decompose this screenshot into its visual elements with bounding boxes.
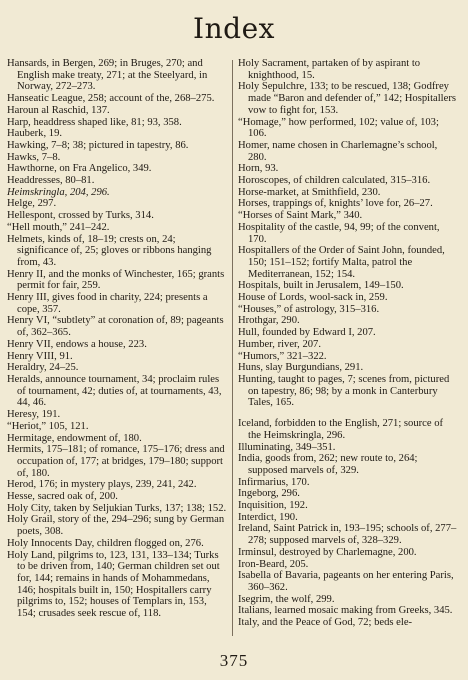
index-entry: Helmets, kinds of, 18–19; crests on, 24; significance of, 25; gloves or ribbons hanging from, 43. bbox=[7, 233, 212, 268]
index-entry: “Hell mouth,” 241–242. bbox=[7, 221, 110, 233]
index-entry: Irminsul, destroyed by Charlemagne, 200. bbox=[238, 546, 417, 558]
index-entry: Hermits, 175–181; of romance, 175–176; dress and occupation of, 177; at bridges, 179–180; support of, 180. bbox=[7, 444, 225, 479]
index-entry: Hawking, 7–8; 38; pictured in tapestry, 86. bbox=[7, 139, 189, 151]
index-entry: Horoscopes, of children calculated, 315–316. bbox=[238, 175, 431, 187]
index-entry: Ireland, Saint Patrick in, 193–195; schools of, 277–278; supposed marvels of, 328–329. bbox=[238, 523, 457, 547]
index-entry: House of Lords, wool-sack in, 259. bbox=[238, 292, 388, 304]
index-entry: Huns, slay Burgundians, 291. bbox=[238, 362, 364, 374]
index-entry: Hull, founded by Edward I, 207. bbox=[238, 327, 376, 339]
index-entry: Headdresses, 80–81. bbox=[7, 175, 95, 187]
index-entry: Heralds, announce tournament, 34; proclaim rules of tournament, 42; duties of, at tournaments, 43, 44, 46. bbox=[7, 373, 222, 409]
index-entry: Italians, learned mosaic making from Greeks, 345. bbox=[238, 605, 453, 617]
index-entry: Hunting, taught to pages, 7; scenes from, pictured on tapestry, 86; 98; by a monk in Canterbury Tales, 165. bbox=[238, 373, 450, 409]
index-entry: Heimskringla, 204, 296. bbox=[7, 186, 110, 198]
index-entry: Henry II, and the monks of Winchester, 165; grants permit for fair, 259. bbox=[7, 268, 225, 292]
index-entry: Henry VI, “subtlety” at coronation of, 89; pageants of, 362–365. bbox=[7, 315, 224, 339]
page-number: 375 bbox=[219, 651, 249, 670]
index-entry: Holy Innocents Day, children flogged on, 276. bbox=[7, 537, 204, 549]
column-divider bbox=[232, 60, 233, 636]
index-entry: Heresy, 191. bbox=[7, 409, 61, 421]
index-entry: Henry VIII, 91. bbox=[7, 350, 73, 362]
index-entry: Humber, river, 207. bbox=[238, 338, 321, 350]
index-entry: Holy City, taken by Seljukian Turks, 137; 138; 152. bbox=[7, 502, 227, 514]
index-entry: Interdict, 190. bbox=[238, 511, 298, 523]
index-entry: Italy, and the Peace of God, 72; beds ele- bbox=[238, 617, 413, 629]
index-entry: Infirmarius, 170. bbox=[238, 476, 310, 488]
index-entry: Heraldry, 24–25. bbox=[7, 362, 79, 374]
index-entry: Hawks, 7–8. bbox=[7, 151, 61, 163]
index-entry: Horse-market, at Smithfield, 230. bbox=[238, 186, 381, 198]
index-entry: Horn, 93. bbox=[238, 163, 279, 175]
index-entry: Hawthorne, on Fra Angelico, 349. bbox=[7, 163, 152, 175]
index-entry: Inquisition, 192. bbox=[238, 500, 308, 512]
index-entry: Hospitals, built in Jerusalem, 149–150. bbox=[238, 280, 404, 292]
index-entry: Helge, 297. bbox=[7, 198, 57, 210]
index-entry: Holy Sepulchre, 133; to be rescued, 138; Godfrey made “Baron and defender of,” 142; Hospitallers vow to fight for, 153. bbox=[238, 81, 456, 116]
index-entry: Hrothgar, 290. bbox=[238, 315, 300, 327]
index-entry: “Houses,” of astrology, 315–316. bbox=[238, 303, 380, 315]
index-entry: Holy Sacrament, partaken of by aspirant to knighthood, 15. bbox=[238, 58, 421, 81]
index-entry: Hospitallers of the Order of Saint John, founded, 150; 151–152; fortify Malta, patrol the Mediterranean, 152; 154. bbox=[238, 245, 445, 280]
index-entry: Isegrim, the wolf, 299. bbox=[238, 593, 335, 605]
index-entry: Isabella of Bavaria, pageants on her entering Paris, 360–362. bbox=[238, 570, 454, 593]
index-entry: Henry III, gives food in charity, 224; presents a cope, 357. bbox=[7, 292, 208, 315]
index-entry: Hesse, sacred oak of, 200. bbox=[7, 491, 118, 503]
index-entry: Iron-Beard, 205. bbox=[238, 558, 309, 570]
index-entry: Illuminating, 349–351. bbox=[238, 441, 336, 453]
index-entry: Henry VII, endows a house, 223. bbox=[7, 338, 147, 350]
index-entry: Hansards, in Bergen, 269; in Bruges, 270; and English make treaty, 271; at the Steelyard, in Norway, 272–273. bbox=[7, 58, 208, 93]
index-entry: Iceland, forbidden to the English, 271; source of the Heimskringla, 296. bbox=[238, 418, 444, 441]
index-entry: Horses, trappings of, knights’ love for, 26–27. bbox=[238, 198, 433, 210]
index-column-left bbox=[7, 58, 227, 620]
index-column-right bbox=[238, 58, 458, 629]
index-entry: “Humors,” 321–322. bbox=[238, 350, 327, 362]
index-entry: Haroun al Raschid, 137. bbox=[7, 104, 110, 116]
index-entry: Harp, headdress shaped like, 81; 93, 358. bbox=[7, 116, 182, 128]
index-entry: Hauberk, 19. bbox=[7, 128, 63, 140]
index-entry: “Heriot,” 105, 121. bbox=[7, 420, 89, 432]
index-entry: Hermitage, endowment of, 180. bbox=[7, 432, 142, 444]
index-title: Index bbox=[193, 12, 275, 45]
index-entry: Holy Grail, story of the, 294–296; sung by German poets, 308. bbox=[7, 514, 225, 538]
index-entry: Hellespont, crossed by Turks, 314. bbox=[7, 210, 154, 222]
index-entry: Holy Land, pilgrims to, 123, 131, 133–134; Turks to be driven from, 140; German children set out for, 144; remains in hands of Mohammedans, 146; hospitals built in, 150; Hospitallers carry pilgrims to, 152; houses of Templars in, 153, 154; crusades seek rescue of, 118. bbox=[7, 549, 220, 620]
index-entry: Ingeborg, 296. bbox=[238, 488, 300, 500]
index-entry: India, goods from, 262; new route to, 264; supposed marvels of, 329. bbox=[238, 453, 418, 476]
index-entry: “Homage,” how performed, 102; value of, 103; 106. bbox=[238, 116, 439, 140]
index-entry: Hanseatic League, 258; account of the, 268–275. bbox=[7, 93, 215, 105]
index-entry: Herod, 176; in mystery plays, 239, 241, 242. bbox=[7, 479, 197, 491]
index-entry: Hospitality of the castle, 94, 99; of the convent, 170. bbox=[238, 221, 440, 245]
index-entry: “Horses of Saint Mark,” 340. bbox=[238, 210, 363, 222]
index-entry: Homer, name chosen in Charlemagne’s school, 280. bbox=[238, 139, 438, 163]
